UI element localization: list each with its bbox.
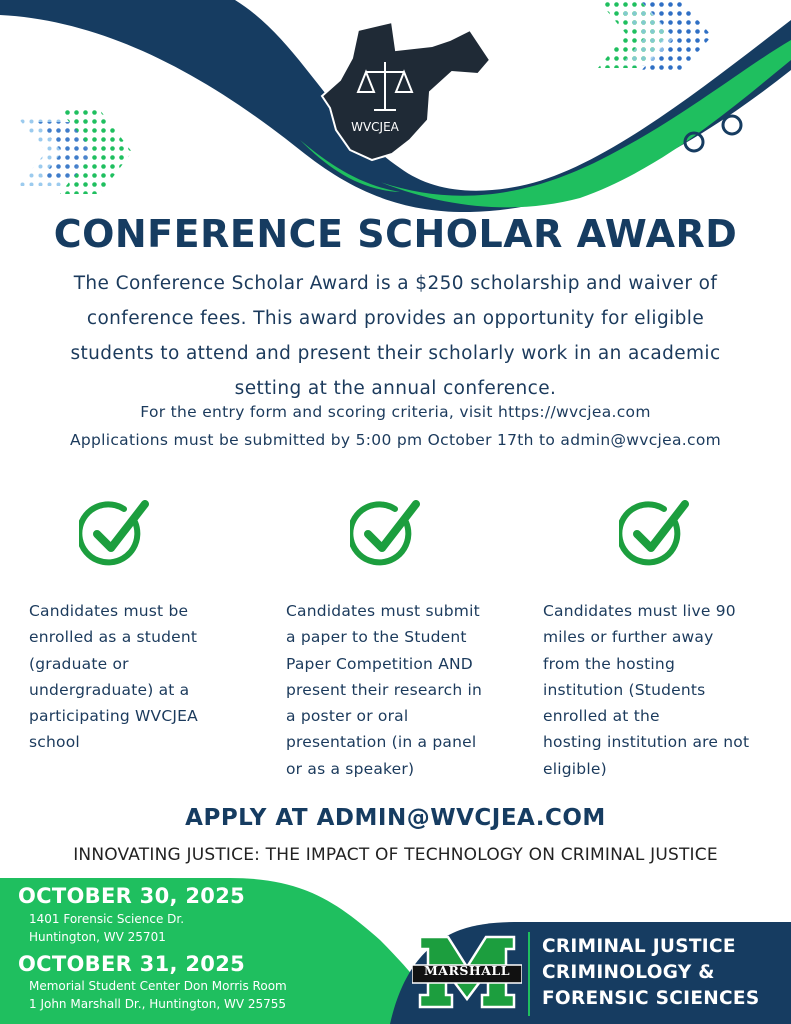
- conference-theme: INNOVATING JUSTICE: THE IMPACT OF TECHNOLOGY ON CRIMINAL JUSTICE: [73, 845, 718, 865]
- wvcjea-logo: [322, 22, 490, 160]
- criteria-line: presentation (in a panel: [286, 733, 477, 752]
- page-title: CONFERENCE SCHOLAR AWARD: [53, 212, 738, 256]
- criteria-distance: [543, 598, 768, 782]
- criteria-line: Candidates must be: [29, 602, 189, 620]
- intro-line: The Conference Scholar Award is a $250 scholarship and waiver of: [73, 273, 718, 294]
- department-line: FORENSIC SCIENCES: [542, 988, 760, 1009]
- intro-line: conference fees. This award provides an opportunity for eligible: [86, 308, 705, 329]
- criteria-line: undergraduate) at a: [29, 680, 190, 699]
- criteria-enrollment: [29, 598, 254, 756]
- deadline-info: Applications must be submitted by 5:00 pm October 17th to admin@wvcjea.com: [69, 431, 722, 449]
- address-day-two: [29, 977, 287, 1013]
- criteria-line: a paper to the Student: [286, 628, 467, 647]
- check-circle-icon: [619, 500, 689, 570]
- chevron-dots-icon: [598, 0, 712, 72]
- criteria-line: eligible): [543, 759, 607, 778]
- address-day-one: [29, 910, 184, 946]
- header-graphic: [0, 0, 791, 215]
- address-line: 1401 Forensic Science Dr.: [29, 912, 185, 926]
- intro-line: setting at the annual conference.: [234, 378, 557, 399]
- date-day-one: OCTOBER 30, 2025: [18, 884, 246, 908]
- entry-form-info: For the entry form and scoring criteria, visit https://wvcjea.com: [140, 403, 651, 421]
- address-line: Huntington, WV 25701: [29, 930, 166, 944]
- criteria-paper: [286, 598, 511, 782]
- address-line: Memorial Student Center Don Morris Room: [29, 979, 287, 993]
- department-line: CRIMINOLOGY &: [542, 962, 715, 983]
- criteria-line: participating WVCJEA: [29, 707, 198, 726]
- criteria-line: institution (Students: [543, 680, 706, 699]
- chevron-dots-icon: [18, 110, 132, 194]
- criteria-line: Candidates must live 90: [543, 602, 736, 620]
- criteria-line: enrolled as a student: [29, 628, 198, 647]
- department-name: [542, 934, 760, 1012]
- ring-icon: [723, 116, 741, 134]
- check-circle-icon: [350, 500, 420, 570]
- intro-paragraph: [30, 266, 761, 406]
- address-line: 1 John Marshall Dr., Huntington, WV 25755: [29, 997, 287, 1011]
- marshall-wordmark: MARSHALL: [423, 963, 511, 978]
- intro-line: students to attend and present their scholarly work in an academic: [70, 343, 721, 364]
- criteria-line: a poster or oral: [286, 707, 409, 726]
- date-day-two: OCTOBER 31, 2025: [18, 952, 246, 976]
- criteria-line: present their research in: [286, 680, 483, 699]
- logo-text: WVCJEA: [351, 120, 399, 134]
- check-circle-icon: [79, 500, 149, 570]
- criteria-line: (graduate or: [29, 654, 129, 673]
- criteria-line: hosting institution are not: [543, 733, 750, 752]
- criteria-line: Candidates must submit: [286, 602, 480, 620]
- department-line: CRIMINAL JUSTICE: [542, 936, 736, 957]
- criteria-line: from the hosting: [543, 654, 675, 673]
- criteria-line: enrolled at the: [543, 707, 660, 726]
- criteria-line: school: [29, 733, 80, 752]
- criteria-line: Paper Competition AND: [286, 654, 473, 673]
- criteria-line: miles or further away: [543, 628, 714, 647]
- criteria-line: or as a speaker): [286, 759, 415, 778]
- apply-callout: APPLY AT ADMIN@WVCJEA.COM: [185, 805, 606, 831]
